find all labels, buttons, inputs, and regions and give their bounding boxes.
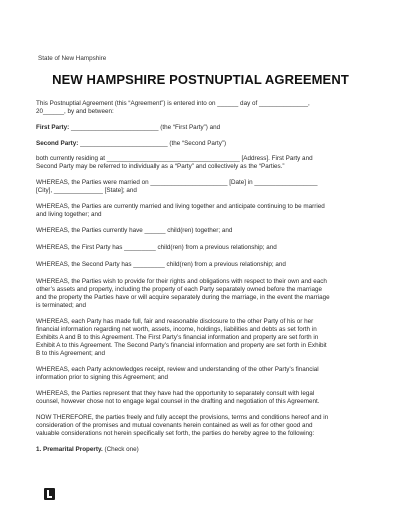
living-line-1: WHEREAS, the Parties are currently married and living together and anticipate continuing to be married <box>36 203 325 210</box>
provide-line-2: other’s assets and property, including the property of each Party separately owned before the marriage <box>36 286 322 293</box>
disclosure-line-5: B to this Agreement; and <box>36 350 105 357</box>
children-line: WHEREAS, the Parties currently have ______ child(ren) together; and <box>36 227 233 234</box>
second-party-line <box>36 140 226 148</box>
second-party-children-line: WHEREAS, the Second Party has _________ child(ren) from a previous relationship; and <box>36 261 286 268</box>
now-therefore-line-3: valuable considerations not herein specifically set forth, the parties do hereby agree to the following: <box>36 430 315 437</box>
second-party-label: Second Party: <box>36 140 79 147</box>
intro-line-1: This Postnuptial Agreement (this “Agreement”) is entered into on ______ day of ______________, <box>36 100 310 107</box>
section-1-label: 1. Premarital Property. <box>36 446 103 453</box>
living-line-2: and living together; and <box>36 211 102 218</box>
disclosure-line-3: Exhibits A and B to this Agreement. The First Party’s financial information and property are set forth in <box>36 334 319 341</box>
disclosure-line-4: Exhibit A to this Agreement. The Second Party’s financial information and property are set forth in Exhibit <box>36 342 327 349</box>
state-line: State of New Hampshire <box>38 55 107 62</box>
section-1-heading <box>36 446 139 454</box>
legal-templates-logo-icon <box>44 488 55 500</box>
intro-line-2: 20______, by and between: <box>36 108 114 115</box>
provide-line-4: is terminated; and <box>36 302 87 309</box>
first-party-line <box>36 124 220 132</box>
married-line-2: [City], ______________ [State]; and <box>36 187 137 194</box>
section-1-rest: (Check one) <box>102 446 139 453</box>
residing-line-1: both currently residing at ______________________________________ [Address]. First Party and <box>36 155 313 162</box>
first-party-children-line: WHEREAS, the First Party has _________ child(ren) from a previous relationship; and <box>36 244 277 251</box>
provide-line-3: and the property the Parties have or will acquire separately during the marriage, in the event the marriage <box>36 294 330 301</box>
married-line-1: WHEREAS, the Parties were married on ______________________ [Date] in __________________ <box>36 179 318 186</box>
provide-line-1: WHEREAS, the Parties wish to provide for their rights and obligations with respect to their own and each <box>36 278 327 285</box>
disclosure-line-2: financial information regarding net worth, assets, income, holdings, liabilities and debts as set forth in <box>36 326 317 333</box>
residing-line-2: Second Party may be referred to individually as a “Party” and collectively as the “Parties.” <box>36 163 285 170</box>
acknowledge-line-1: WHEREAS, each Party acknowledges receipt, review and understanding of the other Party’s financial <box>36 366 319 373</box>
first-party-rest: _________________________ (the “First Party”) and <box>69 124 221 131</box>
acknowledge-line-2: information prior to signing this Agreement; and <box>36 374 168 381</box>
first-party-label: First Party: <box>36 124 70 131</box>
disclosure-line-1: WHEREAS, each Party has made full, fair and reasonable disclosure to the other Party of his or her <box>36 318 314 325</box>
counsel-line-1: WHEREAS, the Parties represent that they have had the opportunity to separately consult with legal <box>36 390 315 397</box>
now-therefore-line-1: NOW THEREFORE, the parties freely and fully accept the provisions, terms and conditions hereof and in <box>36 414 329 421</box>
document-title: NEW HAMPSHIRE POSTNUPTIAL AGREEMENT <box>52 72 349 87</box>
second-party-rest: _________________________ (the “Second Party”) <box>78 140 227 147</box>
now-therefore-line-2: consideration of the promises and mutual covenants herein contained as well as for other good and <box>36 422 313 429</box>
counsel-line-2: counsel, however chose not to engage legal counsel in the drafting and negotiation of this Agreement. <box>36 398 320 405</box>
